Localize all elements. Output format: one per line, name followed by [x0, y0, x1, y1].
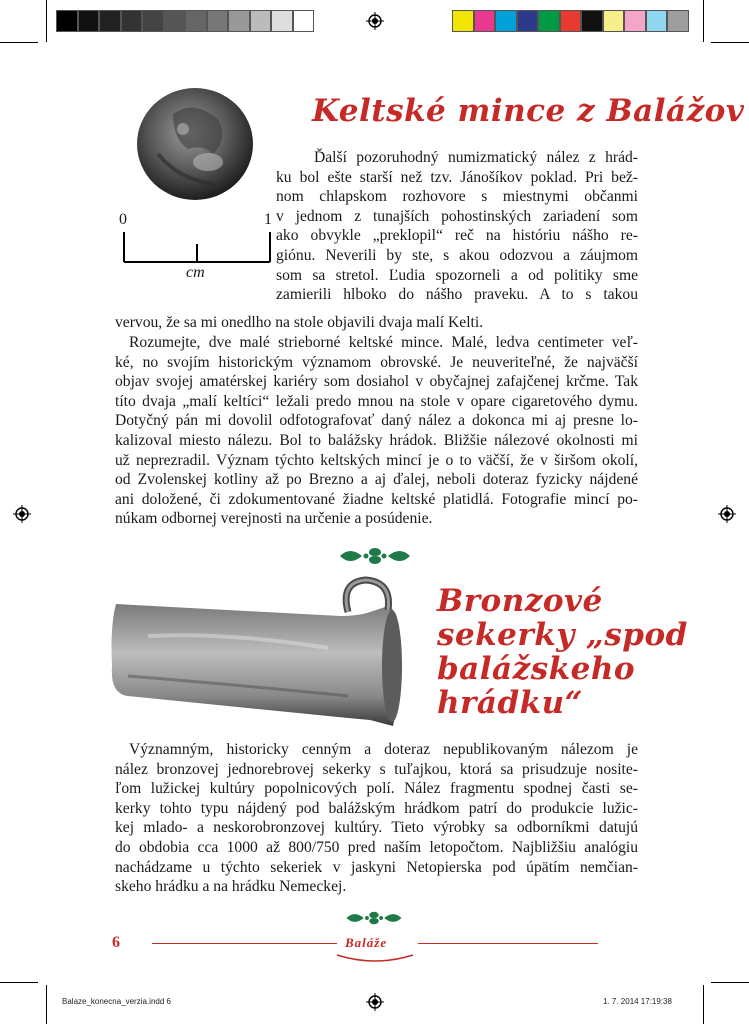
ornament-divider	[338, 546, 412, 566]
paragraph-1-tail	[115, 313, 638, 333]
gray-swatch	[185, 10, 207, 32]
color-swatch	[560, 10, 582, 32]
color-swatch	[495, 10, 517, 32]
text-line: Dotyčný pán mi dovolil odfotografovať daný nález a dokonca mi aj presne lo-	[115, 412, 638, 430]
gray-swatch	[99, 10, 121, 32]
paragraph-3	[115, 740, 638, 897]
grayscale-bar	[56, 10, 314, 32]
registration-mark-bottom	[366, 993, 384, 1011]
color-swatch	[667, 10, 689, 32]
text-line: ani doložené, či zdokumentované žiadne keltské platidlá. Fotografie mincí po-	[115, 490, 638, 508]
paragraph-1	[276, 148, 638, 305]
text-line: nachádzame u týchto sekeriek v jaskyni Netopierska pod úpätím nemčian-	[115, 858, 638, 876]
slug-date: 1. 7. 2014 17:19:38	[603, 997, 672, 1006]
text-line: núkam odbornej verejnosti na určenie a posúdenie.	[115, 510, 433, 528]
ornament-divider-bottom	[345, 909, 403, 927]
text-line: objav svojej amatérskej kariéry som dosiahol v obyčajnej zafajčenej krčme. Tak	[115, 373, 638, 391]
color-swatch	[581, 10, 603, 32]
title-line: balážskeho	[437, 651, 636, 687]
paragraph-1-tail-line: vervou, že sa mi onedlho na stole objavili dvaja malí Kelti.	[115, 314, 484, 331]
gray-swatch	[164, 10, 186, 32]
text-line: skeho hrádku a na hrádku Nemeckej.	[115, 878, 347, 896]
gray-swatch	[293, 10, 315, 32]
title-line: hrádku“	[437, 685, 583, 721]
scale-bar	[122, 230, 272, 264]
text-line: už neprezradil. Význam týchto keltských mincí je o to väčší, že v širšom okolí,	[115, 451, 638, 469]
footer-rule-right	[418, 943, 598, 944]
color-swatch	[603, 10, 625, 32]
footer-swash	[335, 951, 415, 963]
title-line: Bronzové	[437, 583, 603, 619]
text-line: kej mlado- a neskorobronzovej kultúry. Tieto výrobky sa odborníkmi datujú	[115, 819, 638, 837]
registration-mark-left	[13, 505, 31, 523]
text-line: kalizoval miesto nálezu. Bol to balážsky hrádok. Bližšie nálezové okolnosti mi	[115, 431, 638, 449]
scale-unit-label: cm	[186, 264, 205, 281]
text-line: Ďalší pozoruhodný numizmatický nález z hrád-	[314, 149, 638, 166]
footer-brand: Baláže	[345, 935, 388, 950]
text-line: títo dvaja „malí keltíci“ ležali predo mnou na stole v opare cigaretového dymu.	[115, 392, 638, 410]
text-line: nom chlapskom rozhovore s miestnymi občanmi	[276, 188, 638, 206]
crop-mark-bl-v	[46, 985, 47, 1024]
color-swatch	[474, 10, 496, 32]
text-line: v jednom z tunajších pohostinských zariadení som	[276, 207, 638, 225]
coin-photo	[133, 84, 258, 204]
section-title-celtic-coins: Keltské mince z Balážov	[312, 93, 745, 129]
text-line: ľom lužickej kultúry popolnicových polí. Nález fragmentu spodnej časti se-	[115, 780, 638, 798]
scale-right-label: 1	[264, 211, 272, 228]
bronze-axe-photo	[108, 576, 414, 734]
gray-swatch	[78, 10, 100, 32]
paragraph-2	[115, 333, 638, 529]
registration-mark-right	[718, 505, 736, 523]
text-line: zamierili hlboko do nášho praveku. A to s takou	[276, 286, 638, 304]
text-line: som sa stretol. Ľudia spozorneli a od politiky sme	[276, 266, 638, 284]
color-swatch	[517, 10, 539, 32]
crop-mark-tr-h	[711, 42, 749, 43]
text-line: od Zvolenskej kotliny až po Brezno a aj ďalej, neboli doteraz fyzicky nájdené	[115, 471, 638, 489]
text-line: Významným, historicky cenným a doteraz nepublikovaným nálezom je	[129, 741, 638, 758]
text-line: ké, no svojím historickým významom obrovské. Je neuveriteľné, že najväčší	[115, 353, 638, 371]
crop-mark-tl-v	[46, 0, 47, 42]
text-line: do obdobia cca 1000 až 800/750 pred naším letopočtom. Najbližšiu analógiu	[115, 838, 638, 856]
color-swatch	[452, 10, 474, 32]
gray-swatch	[271, 10, 293, 32]
text-line: Rozumejte, dve malé strieborné keltské mince. Malé, ledva centimeter veľ-	[129, 334, 638, 351]
crop-mark-tl-h	[0, 42, 38, 43]
crop-mark-br-v	[703, 985, 704, 1024]
text-line: nález bronzovej jednorebrovej sekerky s tuľajkou, ktorá sa prisudzuje nosite-	[115, 760, 638, 778]
crop-mark-bl-h	[0, 982, 38, 983]
registration-mark-top	[366, 12, 384, 30]
gray-swatch	[121, 10, 143, 32]
text-line: giónu. Neverili by ste, s akou odozvou a záujmom	[276, 246, 638, 264]
gray-swatch	[142, 10, 164, 32]
page-number: 6	[112, 934, 120, 951]
gray-swatch	[228, 10, 250, 32]
color-swatch	[624, 10, 646, 32]
crop-mark-br-h	[711, 982, 749, 983]
text-line: kerky tohto typu nájdený pod balážským hrádkom patrí do produkcie lužic-	[115, 799, 638, 817]
slug-filename: Balaze_konecna_verzia.indd 6	[62, 997, 171, 1006]
text-line: ku bol ešte starší než tzv. Jánošíkov poklad. Pri bež-	[276, 168, 638, 186]
gray-swatch	[207, 10, 229, 32]
section-title-bronze-axes	[437, 583, 688, 721]
scale-left-label: 0	[119, 211, 127, 228]
crop-mark-tr-v	[703, 0, 704, 42]
text-line: ako obvykle „preklopil“ reč na históriu nášho re-	[276, 227, 638, 245]
color-swatch	[538, 10, 560, 32]
footer-rule-left	[152, 943, 337, 944]
gray-swatch	[250, 10, 272, 32]
color-swatch	[646, 10, 668, 32]
color-bar	[452, 10, 689, 32]
title-line: sekerky „spod	[437, 617, 688, 653]
gray-swatch	[56, 10, 78, 32]
